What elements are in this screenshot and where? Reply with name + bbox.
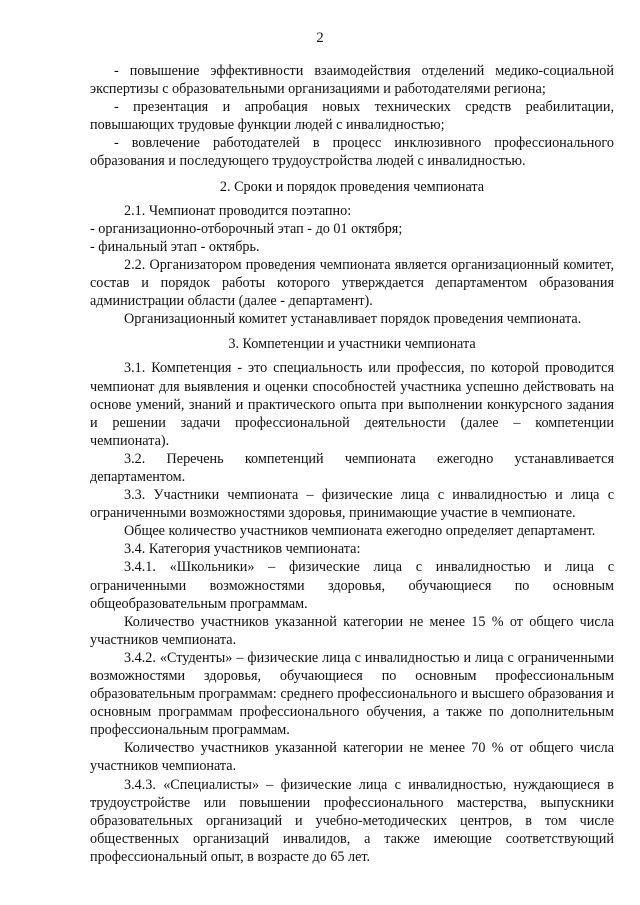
- clause-2-2-continued: Организационный комитет устанавливает порядок проведения чемпионата.: [124, 311, 582, 328]
- clause-2-2: 2.2. Организатором проведения чемпионата является организационный комитет, состав и порядок работы которого утверждается департаментом образования администрации области (далее - департамент).: [90, 256, 614, 310]
- clause-3-4-1-quota: Количество участников указанной категории не менее 15 % от общего числа участников чемпионата.: [90, 613, 614, 648]
- clause-2-1-stage-2: - финальный этап - октябрь.: [90, 238, 260, 255]
- clause-3-4-3: 3.4.3. «Специалисты» – физические лица с инвалидностью, нуждающиеся в трудоустройстве или повышении профессионального мастерства, выпускники образовательных организаций и учебно-методических центров, в том числе общественных организаций инвалидов, а также имеющие соответствующий профессиональный опыт, в возрасте до 65 лет.: [90, 776, 614, 865]
- section-heading-2: 2. Сроки и порядок проведения чемпионата: [219, 178, 485, 195]
- goal-item-2: - презентация и апробация новых технических средств реабилитации, повышающих трудовые функции людей с инвалидностью;: [90, 99, 614, 134]
- clause-3-4-2: 3.4.2. «Студенты» – физические лица с инвалидностью и лица с ограниченными возможностями здоровья, обучающиеся по основным профессиональным образовательным программам: среднего профессионального и высшего образования и основным программам профессионального обучения, а также по дополнительным профессиональным программам.: [90, 649, 614, 739]
- clause-3-1: 3.1. Компетенция - это специальность или профессия, по которой проводится чемпионат для выявления и оценки способностей участника успешно действовать на основе умений, знаний и практического опыта при выполнении конкурсного задания и решении задачи профессиональной деятельности (далее – компетенции чемпионата).: [90, 360, 614, 449]
- clause-2-1: 2.1. Чемпионат проводится поэтапно:: [124, 202, 352, 219]
- document-body: [90, 62, 614, 866]
- clause-3-4-2-quota: Количество участников указанной категории не менее 70 % от общего числа участников чемпионата.: [90, 740, 614, 775]
- clause-3-3: 3.3. Участники чемпионата – физические лица с инвалидностью и лица с ограниченными возможностями здоровья, принимающие участие в чемпионате.: [90, 487, 614, 522]
- clause-3-4: 3.4. Категория участников чемпионата:: [124, 541, 361, 558]
- section-heading-3: 3. Компетенции и участники чемпионата: [228, 336, 476, 353]
- clause-3-2: 3.2. Перечень компетенций чемпионата ежегодно устанавливается департаментом.: [90, 450, 614, 485]
- clause-2-1-stage-1: - организационно-отборочный этап - до 01 октября;: [90, 220, 403, 237]
- page-number: 2: [316, 30, 324, 46]
- clause-3-4-1: 3.4.1. «Школьники» – физические лица с инвалидностью и лица с ограниченными возможностями здоровья, обучающиеся по основным общеобразовательным программам.: [90, 559, 614, 612]
- clause-3-3-continued: Общее количество участников чемпионата ежегодно определяет департамент.: [124, 523, 596, 540]
- goal-item-1: - повышение эффективности взаимодействия отделений медико-социальной экспертизы с образовательными организациями и работодателями региона;: [90, 63, 614, 98]
- goal-item-3: - вовлечение работодателей в процесс инклюзивного профессионального образования и последующего трудоустройства людей с инвалидностью.: [90, 135, 614, 170]
